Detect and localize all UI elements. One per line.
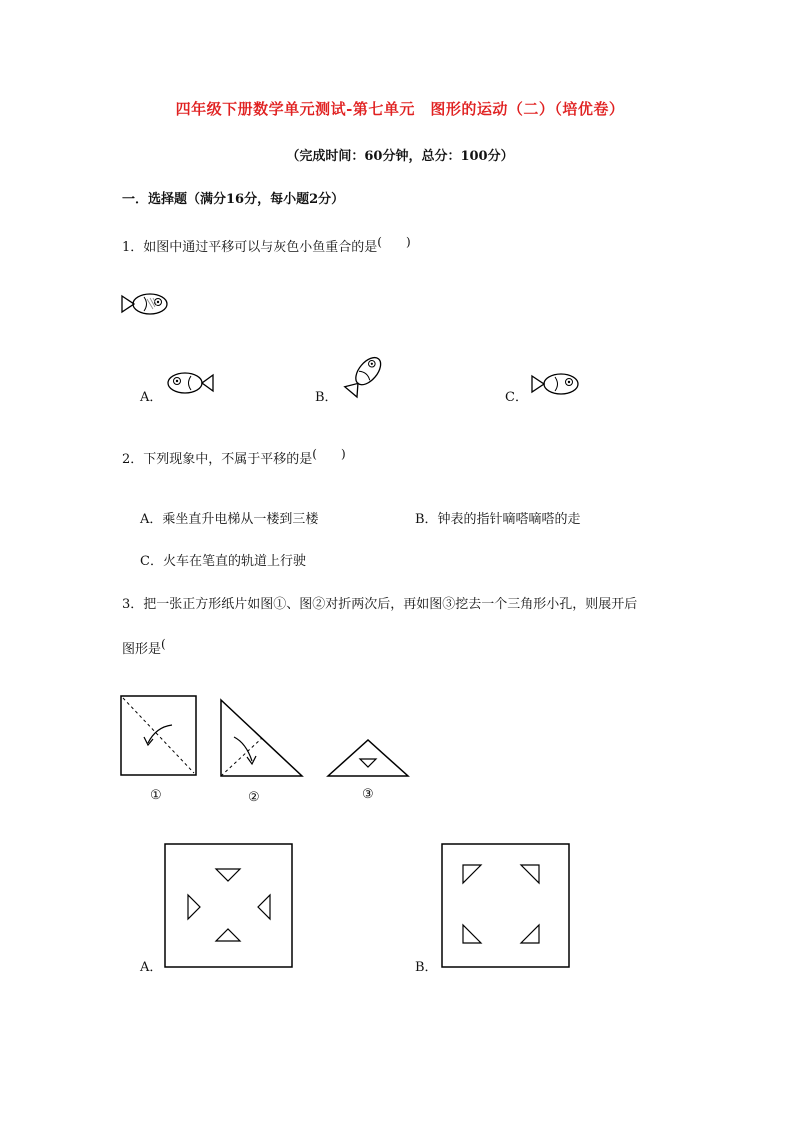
- reference-fish-icon: [120, 290, 170, 318]
- fish-option-b-icon[interactable]: [340, 354, 390, 396]
- hole-triangle-icon: [360, 759, 376, 767]
- question-2-stem: 2．下列现象中，不属于平移的是: [122, 452, 313, 467]
- fish-option-a-icon[interactable]: [165, 370, 217, 398]
- figure-label-2: ②: [248, 790, 260, 805]
- q2-option-c[interactable]: C．火车在笔直的轨道上行驶: [140, 554, 306, 569]
- answer-paren: ( ): [377, 235, 411, 249]
- fish-option-c-icon[interactable]: [530, 370, 582, 398]
- fold-figure-2: [218, 697, 306, 779]
- answer-paren: (: [161, 637, 166, 651]
- question-1-stem: 1．如图中通过平移可以与灰色小鱼重合的是: [122, 240, 378, 255]
- q1-option-a-label[interactable]: A．: [140, 390, 163, 405]
- exam-info: （完成时间：60分钟，总分：100分）: [286, 149, 514, 164]
- unfolded-option-a[interactable]: [164, 843, 294, 969]
- q1-option-b-label[interactable]: B．: [315, 390, 338, 405]
- fold-figure-3: [325, 737, 411, 779]
- unfolded-option-b[interactable]: [441, 843, 571, 969]
- q3-option-b-label[interactable]: B．: [415, 960, 438, 975]
- page-title: 四年级下册数学单元测试-第七单元 图形的运动（二）（培优卷）: [175, 100, 625, 118]
- q3-option-a-label[interactable]: A．: [140, 960, 163, 975]
- figure-label-3: ③: [362, 787, 374, 802]
- question-3-stem: 图形是: [122, 642, 162, 657]
- fold-figure-1: [120, 695, 198, 777]
- q1-option-c-label[interactable]: C．: [505, 390, 528, 405]
- answer-paren: ( ): [312, 447, 346, 461]
- question-3-text-line1: 3．把一张正方形纸片如图①、图②对折两次后，再如图③挖去一个三角形小孔，则展开后: [122, 597, 638, 612]
- question-1-text: [122, 236, 411, 255]
- q2-option-b[interactable]: B．钟表的指针嘀嗒嘀嗒的走: [415, 512, 581, 527]
- question-3-text-line2: [122, 638, 166, 657]
- figure-label-1: ①: [150, 788, 162, 803]
- question-2-text: [122, 448, 346, 467]
- fold-arrow-icon: [234, 737, 252, 761]
- section-heading: 一．选择题（满分16分，每小题2分）: [122, 192, 345, 207]
- q2-option-a[interactable]: A．乘坐直升电梯从一楼到三楼: [140, 512, 319, 527]
